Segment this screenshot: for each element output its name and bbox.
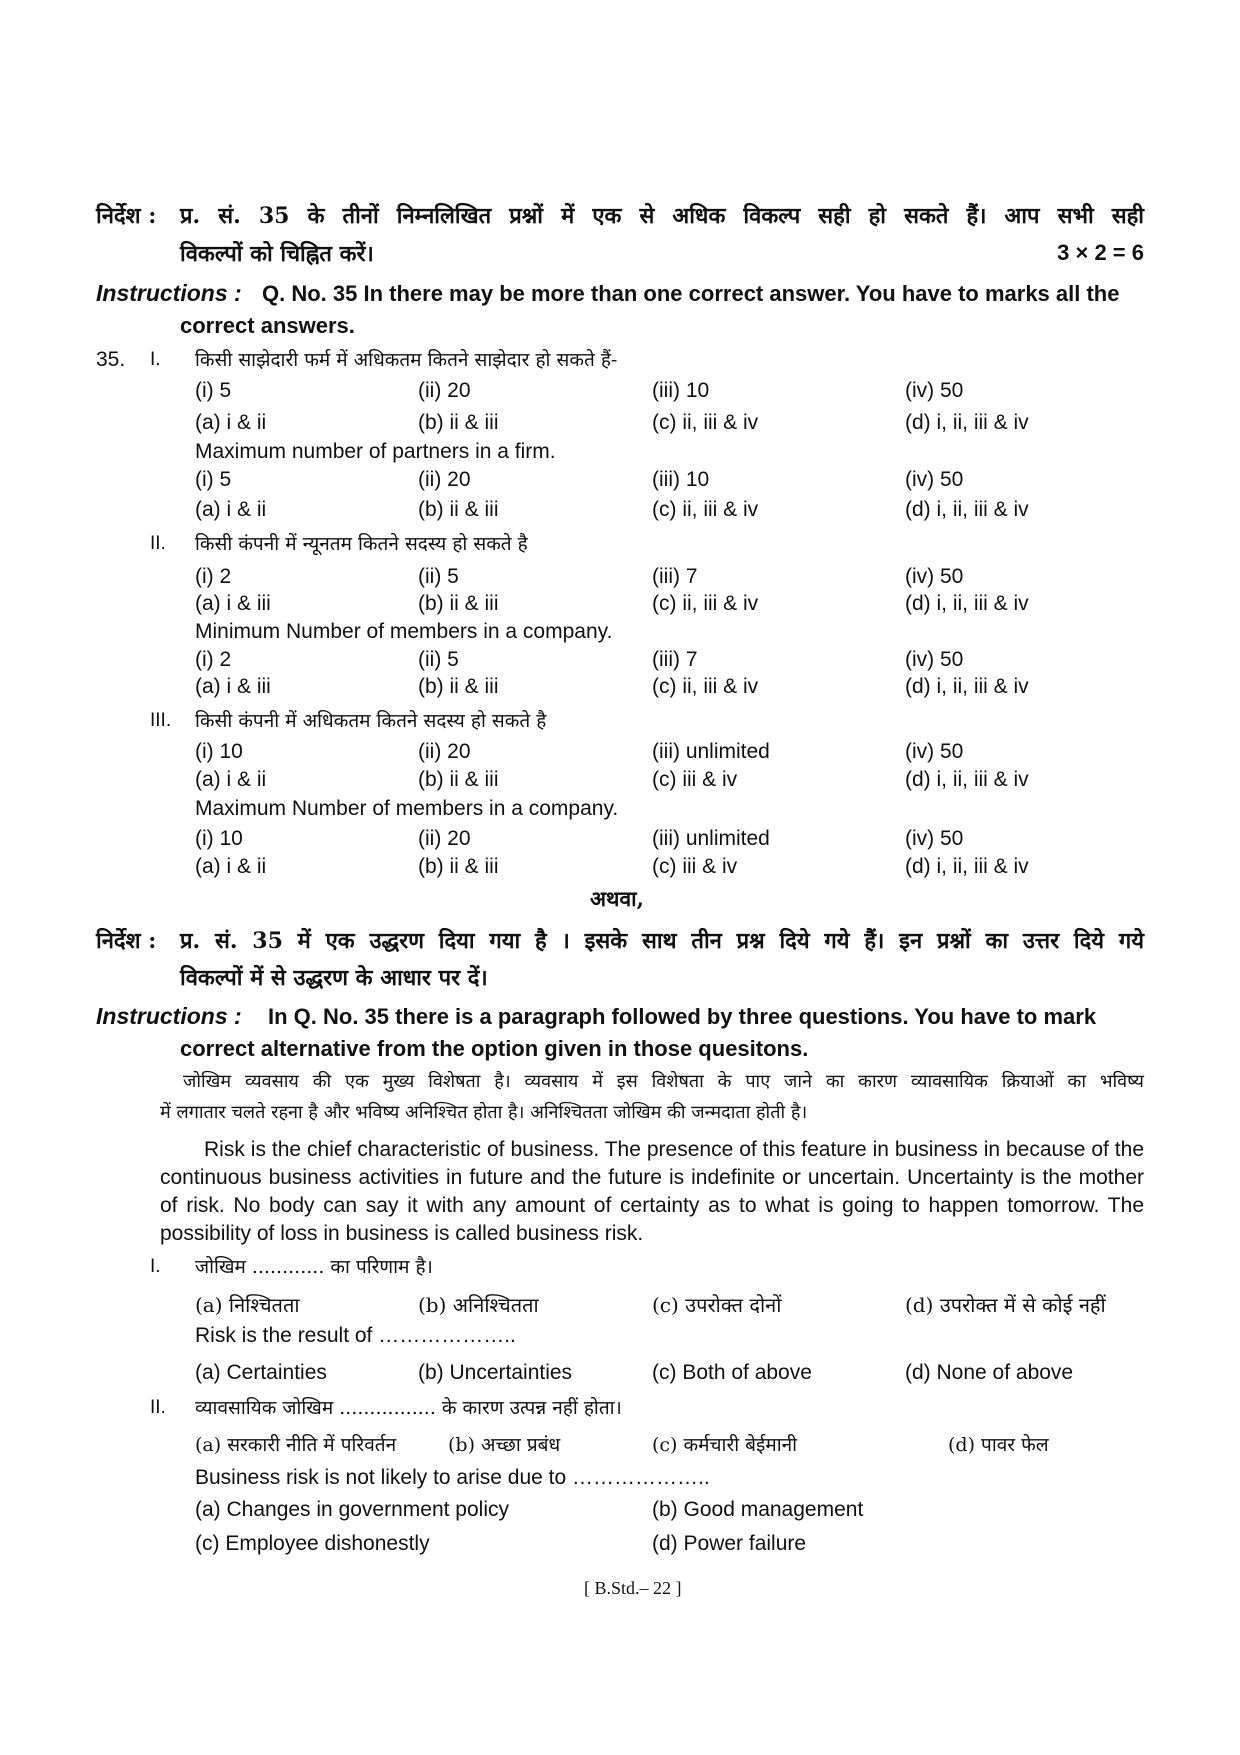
item: (ii) 5 xyxy=(418,648,459,671)
instruction-text-hi-line2: विकल्पों में से उद्धरण के आधार पर दें। xyxy=(180,965,488,991)
option: (b) अनिश्चितता xyxy=(418,1293,539,1317)
option: (d) Power failure xyxy=(652,1532,807,1555)
option: (b) अच्छा प्रबंध xyxy=(448,1434,561,1456)
item: (iii) unlimited xyxy=(652,740,770,763)
option: (d) उपरोक्त में से कोई नहीं xyxy=(905,1293,1106,1317)
item: (iii) 7 xyxy=(652,565,698,588)
item: (iii) unlimited xyxy=(652,827,770,850)
item: (ii) 5 xyxy=(418,565,459,588)
question-text-hi: किसी कंपनी में न्यूनतम कितने सदस्य हो सकते है xyxy=(195,533,528,555)
question-text-en: Maximum Number of members in a company. xyxy=(195,797,619,820)
page-footer: [ B.Std.– 22 ] xyxy=(584,1578,682,1598)
option: (a) i & ii xyxy=(195,768,267,791)
option: (b) ii & iii xyxy=(418,411,499,434)
item: (ii) 20 xyxy=(418,740,471,763)
instruction-text-en-line2: correct answers. xyxy=(180,313,355,338)
option: (a) i & ii xyxy=(195,855,267,878)
instruction-text-en: In Q. No. 35 there is a paragraph followed by three questions. You have to mark xyxy=(268,1004,1097,1029)
item: (iv) 50 xyxy=(905,648,964,671)
instruction-label-en: Instructions : xyxy=(96,280,242,306)
instruction-text-en: Q. No. 35 In there may be more than one correct answer. You have to marks all the xyxy=(262,281,1120,306)
option: (c) उपरोक्त दोनों xyxy=(652,1293,782,1317)
option: (b) ii & iii xyxy=(418,592,499,615)
instruction-label-hi: निर्देश : xyxy=(96,203,157,229)
question-text-en: Business risk is not likely to arise due to ……………….. xyxy=(195,1466,710,1489)
item: (iv) 50 xyxy=(905,379,964,402)
item: (iii) 10 xyxy=(652,379,710,402)
option: (d) None of above xyxy=(905,1361,1074,1384)
option: (b) ii & iii xyxy=(418,768,499,791)
option: (b) ii & iii xyxy=(418,498,499,521)
option: (a) Changes in government policy xyxy=(195,1498,509,1521)
item: (iv) 50 xyxy=(905,740,964,763)
option: (a) i & ii xyxy=(195,498,267,521)
item: (i) 2 xyxy=(195,648,232,671)
item: (iii) 10 xyxy=(652,468,710,491)
option: (c) Both of above xyxy=(652,1361,812,1384)
question-text-hi: किसी साझेदारी फर्म में अधिकतम कितने साझेदार हो सकते हैं- xyxy=(195,349,618,371)
passage-hi-line2: में लगातार चलते रहना है और भविष्य अनिश्चित होता है। अनिश्चितता जोखिम की जन्मदाता होती है। xyxy=(160,1102,808,1123)
option: (c) Employee dishonestly xyxy=(195,1532,430,1555)
part-roman: II. xyxy=(150,1397,166,1418)
option: (c) iii & iv xyxy=(652,855,738,878)
option: (a) निश्चितता xyxy=(195,1293,300,1317)
question-text-en: Risk is the result of ……………….. xyxy=(195,1324,516,1347)
passage-hi-line1: जोखिम व्यवसाय की एक मुख्य विशेषता है। व्यवसाय में इस विशेषता के पाए जाने का कारण व्यावसायिक क्रियाओं का भविष्य xyxy=(183,1071,1144,1092)
item: (i) 5 xyxy=(195,379,232,402)
instruction-label-en: Instructions : xyxy=(96,1003,242,1029)
question-text-hi: जोखिम ............ का परिणाम है। xyxy=(195,1256,433,1278)
option: (d) पावर फेल xyxy=(948,1434,1049,1456)
option: (d) i, ii, iii & iv xyxy=(905,855,1029,878)
question-text-en: Minimum Number of members in a company. xyxy=(195,620,613,643)
option: (b) Uncertainties xyxy=(418,1361,573,1384)
item: (i) 5 xyxy=(195,468,232,491)
item: (iv) 50 xyxy=(905,468,964,491)
option: (a) i & ii xyxy=(195,411,267,434)
part-roman: II. xyxy=(150,533,166,554)
instruction-text-hi: प्र. सं. 35 के तीनों निम्नलिखित प्रश्नों में एक से अधिक विकल्प सही हो सकते हैं। आप सभी सही xyxy=(180,203,1144,229)
part-roman: III. xyxy=(150,710,172,731)
instruction-label-hi: निर्देश : xyxy=(96,928,157,954)
option: (d) i, ii, iii & iv xyxy=(905,592,1029,615)
question-text-hi: व्यावसायिक जोखिम ................ के कारण उत्पन्न नहीं होता। xyxy=(195,1397,622,1419)
option: (d) i, ii, iii & iv xyxy=(905,675,1029,698)
part-roman: I. xyxy=(150,349,161,370)
option: (b) ii & iii xyxy=(418,855,499,878)
question-number: 35. xyxy=(96,348,126,371)
part-roman: I. xyxy=(150,1256,161,1277)
or-label: अथवा, xyxy=(590,886,644,911)
option: (d) i, ii, iii & iv xyxy=(905,768,1029,791)
option: (a) i & iii xyxy=(195,592,271,615)
marks-label: 3 × 2 = 6 xyxy=(1057,240,1144,265)
option: (b) ii & iii xyxy=(418,675,499,698)
option: (a) Certainties xyxy=(195,1361,327,1384)
passage-en: Risk is the chief characteristic of business. The presence of this feature in business in because of the continuous business activities in future and the future is indefinite or uncertain. Uncertainty is the mother of risk. No body can say it with any amount of certainty as to what is going to happen tomorrow. The possibility of loss in business is called business risk. xyxy=(160,1138,1144,1245)
question-text-hi: किसी कंपनी में अधिकतम कितने सदस्य हो सकते है xyxy=(195,710,547,732)
item: (i) 10 xyxy=(195,740,243,763)
option: (a) सरकारी नीति में परिवर्तन xyxy=(195,1434,397,1456)
option: (b) Good management xyxy=(652,1498,864,1521)
item: (iv) 50 xyxy=(905,827,964,850)
instruction-text-hi: प्र. सं. 35 में एक उद्धरण दिया गया है । इसके साथ तीन प्रश्न दिये गये हैं। इन प्रश्नों का उत्तर दिये गये xyxy=(180,928,1144,954)
item: (ii) 20 xyxy=(418,827,471,850)
option: (c) ii, iii & iv xyxy=(652,592,759,615)
item: (ii) 20 xyxy=(418,379,471,402)
option: (d) i, ii, iii & iv xyxy=(905,498,1029,521)
instruction-text-hi-line2: विकल्पों को चिह्नित करें। xyxy=(180,241,374,267)
item: (iv) 50 xyxy=(905,565,964,588)
option: (d) i, ii, iii & iv xyxy=(905,411,1029,434)
item: (i) 2 xyxy=(195,565,232,588)
option: (c) ii, iii & iv xyxy=(652,675,759,698)
question-text-en: Maximum number of partners in a firm. xyxy=(195,440,556,463)
option: (c) ii, iii & iv xyxy=(652,411,759,434)
instruction-text-en-line2: correct alternative from the option given in those quesitons. xyxy=(180,1036,809,1061)
option: (c) कर्मचारी बेईमानी xyxy=(652,1434,798,1456)
option: (c) iii & iv xyxy=(652,768,738,791)
item: (iii) 7 xyxy=(652,648,698,671)
item: (ii) 20 xyxy=(418,468,471,491)
option: (a) i & iii xyxy=(195,675,271,698)
item: (i) 10 xyxy=(195,827,243,850)
option: (c) ii, iii & iv xyxy=(652,498,759,521)
